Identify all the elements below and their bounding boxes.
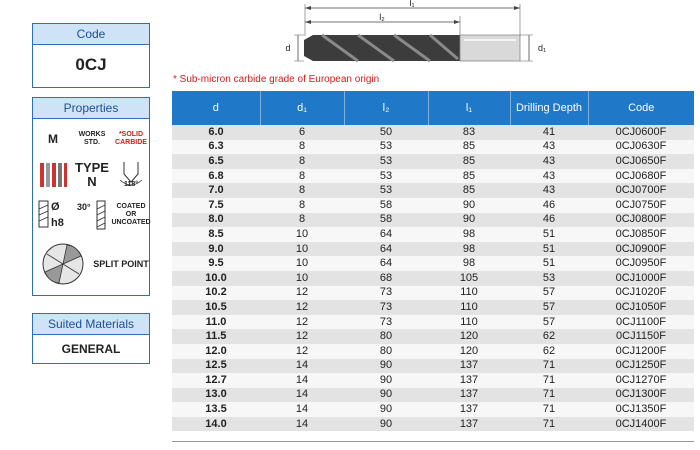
cell-drilling-depth: 43	[510, 154, 588, 169]
cell-d1: 14	[260, 417, 344, 432]
cell-code: 0CJ1150F	[588, 329, 694, 344]
table-row	[172, 256, 694, 271]
table-row	[172, 344, 694, 359]
cell-d: 6.8	[172, 169, 260, 184]
cell-d: 9.0	[172, 242, 260, 257]
cell-l2: 58	[344, 213, 428, 228]
cell-drilling-depth: 57	[510, 300, 588, 315]
cell-l1: 110	[428, 286, 510, 301]
table-row	[172, 417, 694, 432]
cell-code: 0CJ0700F	[588, 183, 694, 198]
helix-angle-value: 30°	[77, 202, 91, 212]
cell-d: 8.5	[172, 227, 260, 242]
cell-l1: 137	[428, 388, 510, 403]
cell-d1: 14	[260, 359, 344, 374]
l1-label: l₁	[409, 0, 415, 8]
point-angle-value: 118°	[123, 181, 139, 188]
cell-drilling-depth: 43	[510, 140, 588, 155]
drill-spec-table	[172, 91, 694, 431]
cell-l2: 90	[344, 388, 428, 403]
cell-l1: 83	[428, 125, 510, 140]
cell-d: 9.5	[172, 256, 260, 271]
table-row	[172, 388, 694, 403]
carbide-grade-note: * Sub-micron carbide grade of European origin	[173, 74, 380, 85]
cell-l1: 110	[428, 315, 510, 330]
cell-code: 0CJ1250F	[588, 359, 694, 374]
cell-code: 0CJ0650F	[588, 154, 694, 169]
cell-d: 13.5	[172, 402, 260, 417]
suited-materials-panel	[32, 313, 150, 364]
cell-drilling-depth: 71	[510, 417, 588, 432]
cell-l2: 73	[344, 300, 428, 315]
split-point-icon	[35, 239, 91, 289]
cell-d1: 8	[260, 169, 344, 184]
cell-l2: 90	[344, 417, 428, 432]
drill-dimension-drawing	[280, 0, 560, 72]
l2-label: l₂	[379, 12, 385, 22]
cell-d1: 8	[260, 198, 344, 213]
cell-drilling-depth: 43	[510, 183, 588, 198]
d1-label: d₁	[537, 43, 547, 53]
table-row	[172, 373, 694, 388]
cell-d1: 10	[260, 256, 344, 271]
cell-l1: 85	[428, 140, 510, 155]
suited-materials-title: Suited Materials	[33, 314, 149, 335]
cell-l1: 105	[428, 271, 510, 286]
cell-d1: 12	[260, 300, 344, 315]
type-label: TYPE	[75, 160, 109, 175]
cell-l1: 85	[428, 183, 510, 198]
table-row	[172, 169, 694, 184]
cell-l2: 90	[344, 373, 428, 388]
table-row	[172, 359, 694, 374]
cell-d1: 8	[260, 154, 344, 169]
cell-l1: 137	[428, 417, 510, 432]
cell-l2: 50	[344, 125, 428, 140]
cell-l2: 64	[344, 227, 428, 242]
cell-d: 7.0	[172, 183, 260, 198]
cell-drilling-depth: 41	[510, 125, 588, 140]
cell-d: 10.2	[172, 286, 260, 301]
cell-drilling-depth: 51	[510, 256, 588, 271]
cell-l2: 64	[344, 242, 428, 257]
table-row	[172, 227, 694, 242]
header-l1: l₁	[428, 91, 510, 125]
cell-l1: 85	[428, 169, 510, 184]
properties-panel-title: Properties	[33, 98, 149, 119]
cell-d: 7.5	[172, 198, 260, 213]
cell-l1: 98	[428, 227, 510, 242]
tolerance-symbol: Ø	[51, 201, 60, 213]
cell-l1: 137	[428, 402, 510, 417]
material-group-icon	[35, 157, 71, 193]
cell-drilling-depth: 46	[510, 213, 588, 228]
header-d: d	[172, 91, 260, 125]
cell-code: 0CJ0850F	[588, 227, 694, 242]
cell-d1: 10	[260, 227, 344, 242]
code-panel	[32, 23, 150, 88]
cell-d1: 14	[260, 388, 344, 403]
cell-d: 12.5	[172, 359, 260, 374]
cell-l2: 73	[344, 286, 428, 301]
type-value: N	[87, 174, 97, 189]
cell-drilling-depth: 71	[510, 388, 588, 403]
cell-drilling-depth: 57	[510, 286, 588, 301]
table-row	[172, 300, 694, 315]
code-value: 0CJ	[75, 55, 107, 74]
cell-l2: 90	[344, 359, 428, 374]
table-body	[172, 125, 694, 431]
material-code: M	[48, 132, 58, 146]
table-row	[172, 286, 694, 301]
suited-materials-value: GENERAL	[61, 342, 121, 356]
cell-l2: 73	[344, 315, 428, 330]
cell-code: 0CJ0800F	[588, 213, 694, 228]
cell-l2: 53	[344, 140, 428, 155]
header-l2: l₂	[344, 91, 428, 125]
cell-l1: 120	[428, 344, 510, 359]
cell-code: 0CJ1100F	[588, 315, 694, 330]
cell-code: 0CJ0950F	[588, 256, 694, 271]
cell-drilling-depth: 62	[510, 344, 588, 359]
cell-l2: 68	[344, 271, 428, 286]
table-row	[172, 125, 694, 140]
cell-d: 10.0	[172, 271, 260, 286]
cell-drilling-depth: 51	[510, 242, 588, 257]
cell-l2: 53	[344, 154, 428, 169]
point-angle-icon	[113, 157, 149, 193]
properties-panel	[32, 97, 150, 296]
cell-code: 0CJ0680F	[588, 169, 694, 184]
cell-d: 6.0	[172, 125, 260, 140]
cell-code: 0CJ1200F	[588, 344, 694, 359]
cell-d1: 8	[260, 213, 344, 228]
table-row	[172, 242, 694, 257]
cell-drilling-depth: 71	[510, 359, 588, 374]
cell-d1: 10	[260, 271, 344, 286]
cell-d1: 14	[260, 402, 344, 417]
cell-d1: 12	[260, 329, 344, 344]
drill-type	[73, 157, 111, 193]
helix-angle-icon	[73, 197, 111, 233]
cell-d: 8.0	[172, 213, 260, 228]
cell-code: 0CJ1350F	[588, 402, 694, 417]
header-code: Code	[588, 91, 694, 125]
table-row	[172, 402, 694, 417]
cell-d1: 12	[260, 286, 344, 301]
cell-l1: 137	[428, 359, 510, 374]
cell-d: 13.0	[172, 388, 260, 403]
cell-d: 6.5	[172, 154, 260, 169]
tolerance-icon	[35, 197, 71, 233]
cell-d1: 8	[260, 140, 344, 155]
cell-l2: 58	[344, 198, 428, 213]
cell-code: 0CJ0630F	[588, 140, 694, 155]
cell-drilling-depth: 71	[510, 373, 588, 388]
cell-code: 0CJ1300F	[588, 388, 694, 403]
works-std-label: WORKS STD.	[78, 131, 106, 146]
cell-l2: 53	[344, 183, 428, 198]
cell-code: 0CJ1000F	[588, 271, 694, 286]
tolerance-value: h8	[51, 217, 64, 229]
table-row	[172, 154, 694, 169]
cell-l1: 120	[428, 329, 510, 344]
cell-drilling-depth: 57	[510, 315, 588, 330]
cell-d: 12.7	[172, 373, 260, 388]
table-row	[172, 183, 694, 198]
cell-d1: 10	[260, 242, 344, 257]
cell-d1: 8	[260, 183, 344, 198]
cell-code: 0CJ0600F	[588, 125, 694, 140]
d-label: d	[285, 43, 291, 53]
cell-code: 0CJ0900F	[588, 242, 694, 257]
cell-l1: 98	[428, 256, 510, 271]
table-row	[172, 315, 694, 330]
cell-drilling-depth: 43	[510, 169, 588, 184]
table-row	[172, 329, 694, 344]
cell-l1: 90	[428, 198, 510, 213]
table-row	[172, 140, 694, 155]
properties-grid	[33, 119, 149, 295]
cell-code: 0CJ1400F	[588, 417, 694, 432]
cell-drilling-depth: 51	[510, 227, 588, 242]
cell-code: 0CJ1270F	[588, 373, 694, 388]
cell-l1: 85	[428, 154, 510, 169]
cell-l1: 137	[428, 373, 510, 388]
cell-d: 14.0	[172, 417, 260, 432]
cell-l1: 98	[428, 242, 510, 257]
coating-label: COATED OR UNCOATED	[111, 203, 151, 226]
table-bottom-rule	[172, 441, 694, 442]
split-point-label: SPLIT POINT	[93, 258, 149, 269]
cell-l2: 90	[344, 402, 428, 417]
header-d1: d₁	[260, 91, 344, 125]
table-row	[172, 198, 694, 213]
cell-l1: 90	[428, 213, 510, 228]
cell-d1: 6	[260, 125, 344, 140]
header-drilling-depth: Drilling Depth	[510, 91, 588, 125]
cell-l2: 80	[344, 344, 428, 359]
cell-code: 0CJ0750F	[588, 198, 694, 213]
table-row	[172, 271, 694, 286]
cell-code: 0CJ1020F	[588, 286, 694, 301]
cell-l2: 53	[344, 169, 428, 184]
cell-l1: 110	[428, 300, 510, 315]
cell-d1: 14	[260, 373, 344, 388]
cell-d: 12.0	[172, 344, 260, 359]
cell-drilling-depth: 46	[510, 198, 588, 213]
cell-d: 10.5	[172, 300, 260, 315]
cell-d: 11.5	[172, 329, 260, 344]
drill-diagram	[280, 0, 560, 72]
cell-d: 11.0	[172, 315, 260, 330]
table-row	[172, 213, 694, 228]
code-panel-title: Code	[33, 24, 149, 45]
cell-drilling-depth: 62	[510, 329, 588, 344]
cell-d1: 12	[260, 315, 344, 330]
table-header-row	[172, 91, 694, 125]
cell-l2: 64	[344, 256, 428, 271]
cell-l2: 80	[344, 329, 428, 344]
cell-d1: 12	[260, 344, 344, 359]
solid-carbide-label: *SOLID CARBIDE	[115, 131, 147, 146]
cell-code: 0CJ1050F	[588, 300, 694, 315]
cell-drilling-depth: 71	[510, 402, 588, 417]
cell-d: 6.3	[172, 140, 260, 155]
cell-drilling-depth: 53	[510, 271, 588, 286]
